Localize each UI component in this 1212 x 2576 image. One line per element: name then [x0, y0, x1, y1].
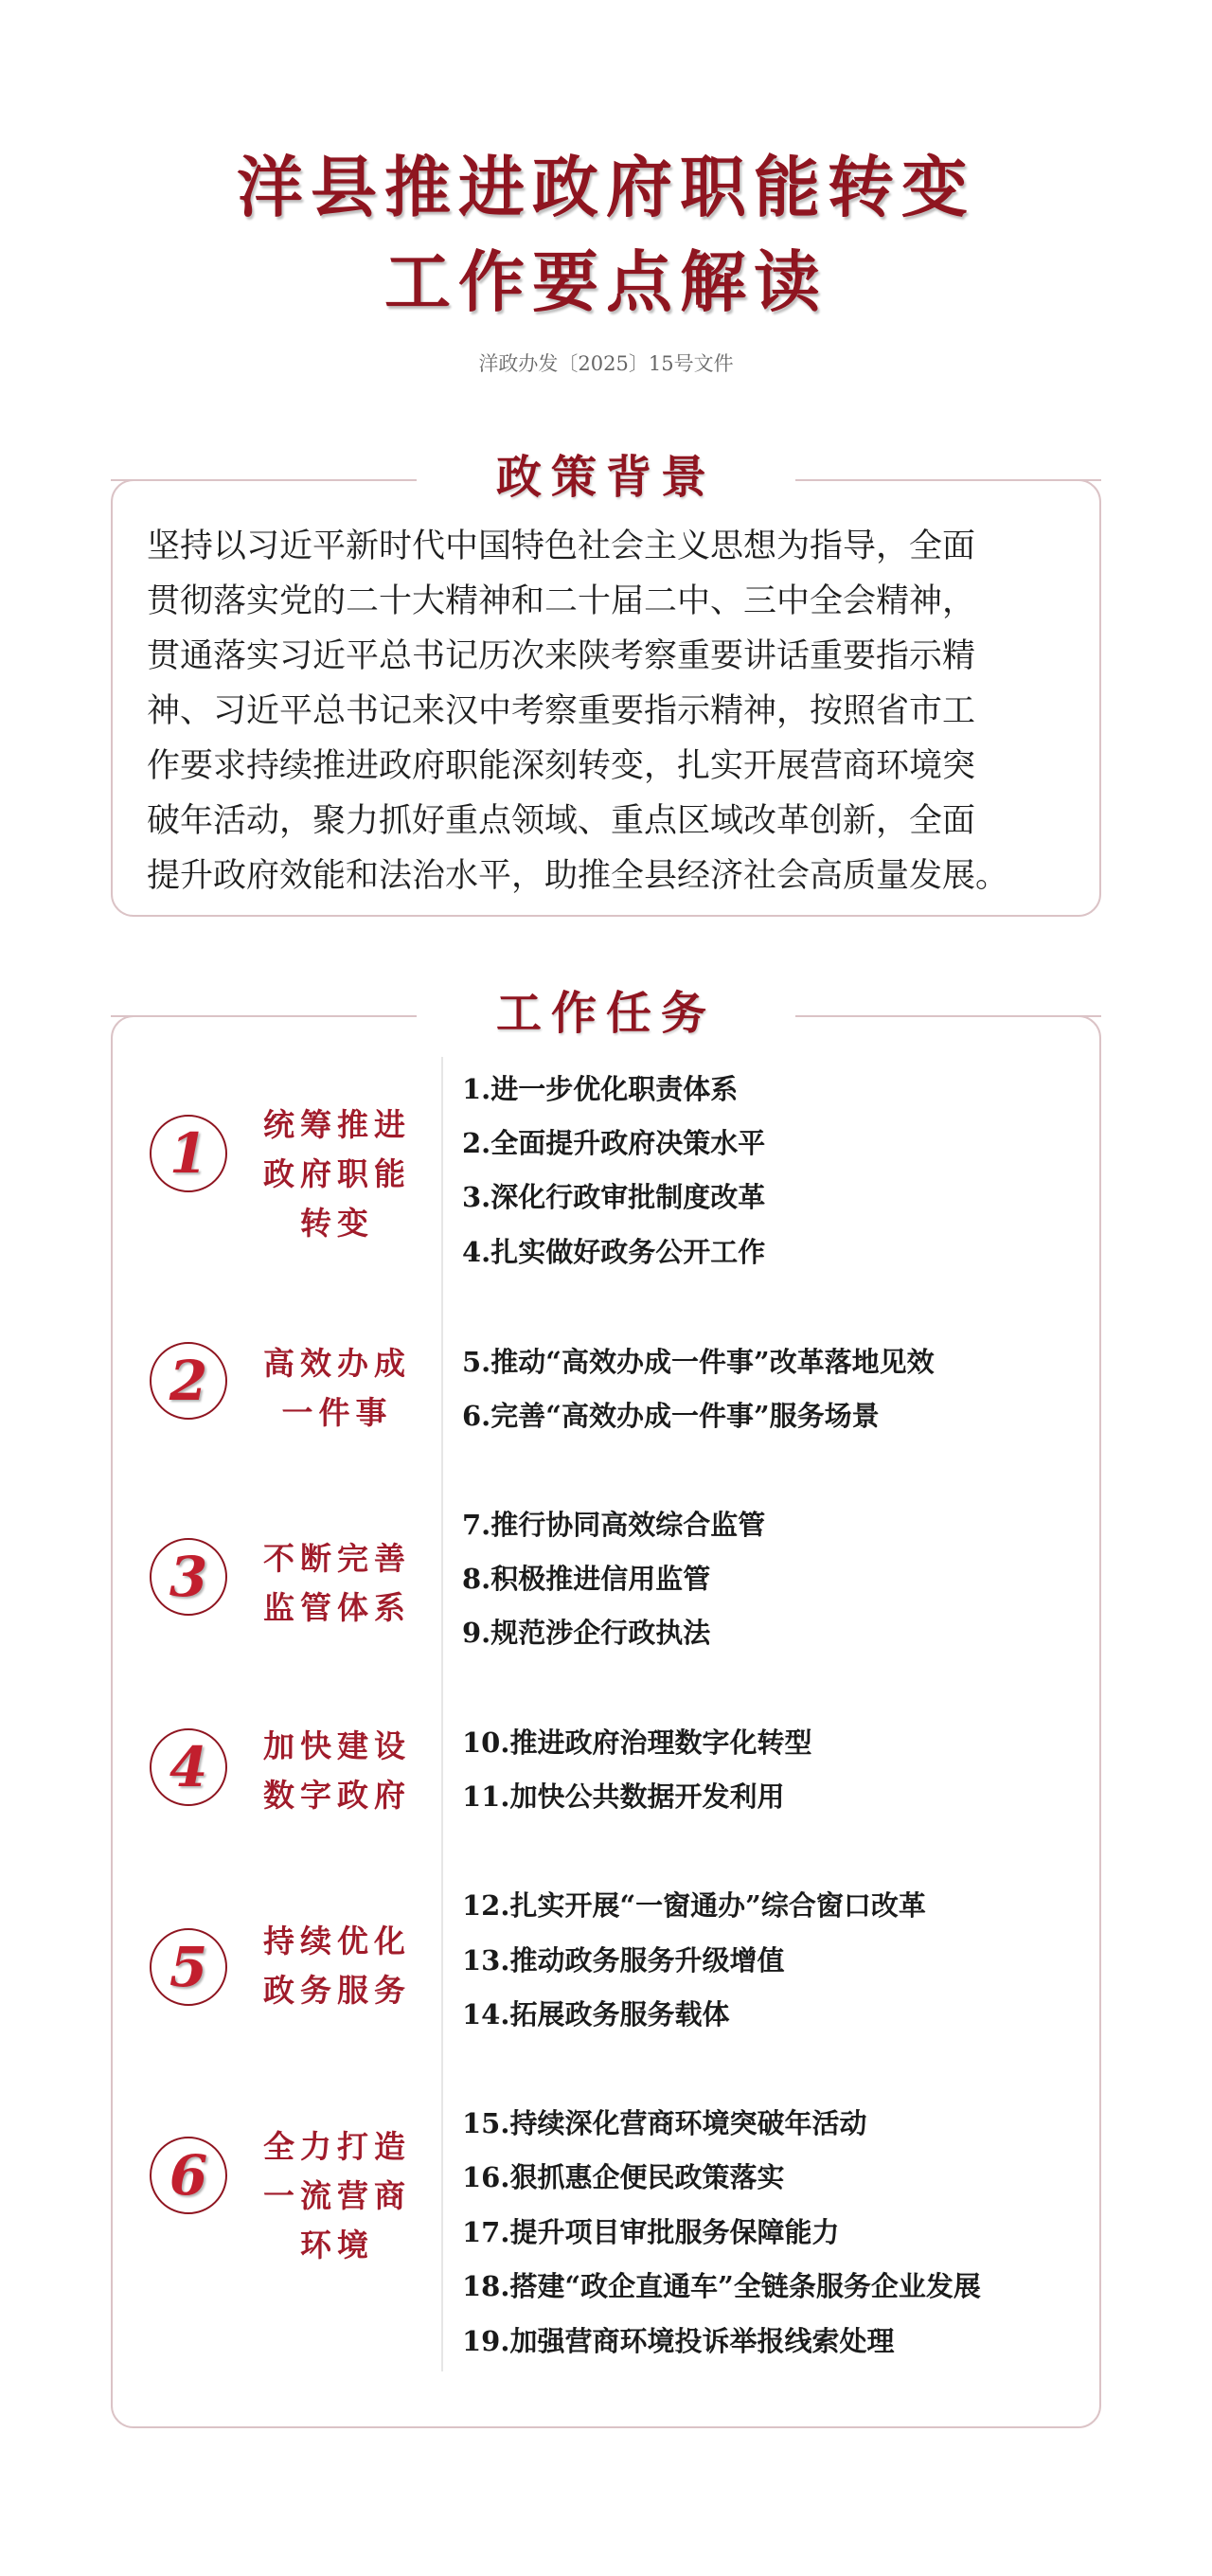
task-item: 14.拓展政务服务载体	[462, 1998, 730, 2030]
heading-rule-right	[795, 1015, 1101, 1017]
category-number-4: 4	[150, 1728, 227, 1806]
task-item: 7.推行协同高效综合监管	[462, 1509, 766, 1541]
category-title-1: 统筹推进政府职能转变	[263, 1106, 411, 1242]
task-item: 5.推动“高效办成一件事”改革落地见效	[462, 1346, 935, 1378]
task-item: 12.扎实开展“一窗通办”综合窗口改革	[462, 1889, 926, 1922]
category-number-2: 2	[150, 1342, 227, 1420]
category-title-2: 高效办成一件事	[263, 1345, 411, 1431]
task-item: 6.完善“高效办成一件事”服务场景	[462, 1400, 880, 1432]
category-title-5: 持续优化政务服务	[263, 1923, 411, 2009]
background-line: 作要求持续推进政府职能深刻转变，扎实开展营商环境突	[147, 747, 976, 785]
task-item: 10.推进政府治理数字化转型	[462, 1726, 812, 1759]
heading-rule-left	[111, 479, 417, 481]
background-line: 坚持以习近平新时代中国特色社会主义思想为指导，全面	[147, 528, 976, 565]
category-title-6: 全力打造一流营商环境	[263, 2128, 411, 2263]
category-number-3: 3	[150, 1538, 227, 1616]
task-item: 16.狠抓惠企便民政策落实	[462, 2161, 785, 2193]
page-title-line-1: 洋县推进政府职能转变	[237, 148, 975, 226]
background-line: 破年活动，聚力抓好重点领域、重点区域改革创新，全面	[147, 802, 976, 840]
task-item: 17.提升项目审批服务保障能力	[462, 2216, 840, 2248]
category-number-6: 6	[150, 2137, 227, 2214]
category-number-5: 5	[150, 1928, 227, 2006]
task-item: 13.推动政务服务升级增值	[462, 1944, 785, 1977]
background-text	[147, 519, 1075, 903]
background-line: 贯彻落实党的二十大精神和二十届二中、三中全会精神，	[147, 582, 976, 620]
tasks-heading-label: 工作任务	[417, 985, 795, 1042]
background-line: 神、习近平总书记来汉中考察重要指示精神，按照省市工	[147, 692, 976, 730]
heading-rule-left	[111, 1015, 417, 1017]
task-item: 8.积极推进信用监管	[462, 1563, 711, 1595]
task-item: 4.扎实做好政务公开工作	[462, 1236, 766, 1268]
page-title-line-2: 工作要点解读	[384, 242, 828, 321]
task-item: 11.加快公共数据开发利用	[462, 1780, 785, 1813]
background-line: 提升政府效能和法治水平，助推全县经济社会高质量发展。	[147, 857, 1009, 895]
category-number-1: 1	[150, 1115, 227, 1192]
document-number: 洋政办发〔2025〕15号文件	[478, 352, 734, 375]
background-heading	[0, 449, 1212, 506]
task-item: 19.加强营商环境投诉举报线索处理	[462, 2325, 895, 2357]
tasks-heading	[0, 985, 1212, 1042]
category-title-3: 不断完善监管体系	[263, 1540, 411, 1626]
task-item: 18.搭建“政企直通车”全链条服务企业发展	[462, 2270, 981, 2302]
task-item: 3.深化行政审批制度改革	[462, 1181, 766, 1213]
task-item: 15.持续深化营商环境突破年活动	[462, 2107, 867, 2139]
task-item: 1.进一步优化职责体系	[462, 1073, 739, 1105]
category-title-4: 加快建设数字政府	[263, 1727, 411, 1814]
background-line: 贯通落实习近平总书记历次来陕考察重要讲话重要指示精	[147, 637, 976, 675]
task-item: 9.规范涉企行政执法	[462, 1617, 711, 1649]
background-heading-label: 政策背景	[417, 449, 795, 506]
task-item: 2.全面提升政府决策水平	[462, 1127, 766, 1159]
category-divider	[441, 1057, 443, 2371]
heading-rule-right	[795, 479, 1101, 481]
